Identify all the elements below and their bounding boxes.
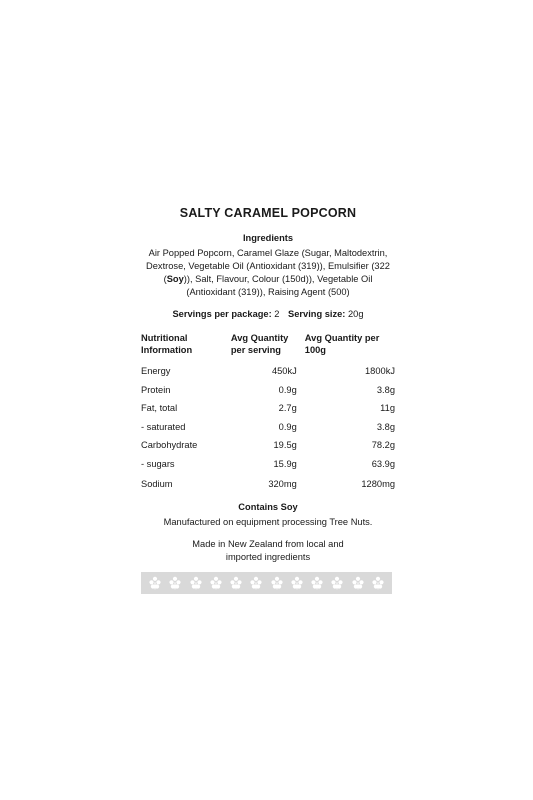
fern-flower-icon	[148, 576, 162, 590]
per-100g-value: 78.2g	[371, 440, 395, 451]
serving-size-label: Serving size:	[288, 309, 346, 320]
nutrient-name: - sugars	[141, 458, 175, 469]
nutrition-label	[141, 205, 395, 564]
servings-per-package-label: Servings per package:	[172, 309, 272, 320]
manufactured-statement: Manufactured on equipment processing Tree Nuts.	[163, 517, 373, 528]
fern-flower-icon	[189, 576, 203, 590]
fern-flower-icon	[310, 576, 324, 590]
product-title: SALTY CARAMEL POPCORN	[179, 206, 357, 220]
table-row	[141, 455, 395, 474]
servings-line	[141, 308, 395, 321]
nutrient-name: Fat, total	[141, 403, 178, 414]
fern-flower-icon	[330, 576, 344, 590]
header-per-serving: Avg Quantity per serving	[230, 333, 289, 356]
per-serving-value: 2.7g	[278, 403, 297, 414]
per-serving-value: 0.9g	[278, 421, 297, 432]
per-serving-value: 19.5g	[273, 440, 297, 451]
table-row	[141, 362, 395, 381]
table-row	[141, 473, 395, 495]
per-100g-value: 3.8g	[376, 384, 395, 395]
per-serving-value: 15.9g	[273, 458, 297, 469]
nutrition-header-row	[141, 332, 395, 362]
per-100g-value: 63.9g	[371, 458, 395, 469]
allergen-highlight: Soy	[166, 273, 184, 284]
ingredients-text-part1: Air Popped Popcorn, Caramel Glaze (Sugar, Maltodextrin, Dextrose, Vegetable Oil (Antioxidant (319)), Emulsifier (322 (	[146, 248, 390, 284]
fern-flower-icon	[371, 576, 385, 590]
fern-flower-icon	[351, 576, 365, 590]
table-row	[141, 381, 395, 400]
table-row	[141, 399, 395, 418]
fern-flower-icon	[249, 576, 263, 590]
nutrient-name: Energy	[141, 366, 171, 377]
ingredients-text-part2: )), Salt, Flavour, Colour (150d)), Vegetable Oil (Antioxidant (319)), Raising Agent (500)	[183, 273, 373, 297]
fern-flower-icon	[290, 576, 304, 590]
per-serving-value: 0.9g	[278, 384, 297, 395]
per-100g-value: 1800kJ	[365, 366, 395, 377]
per-100g-value: 1280mg	[361, 478, 395, 489]
fern-flower-icon	[229, 576, 243, 590]
per-serving-value: 450kJ	[271, 366, 297, 377]
per-serving-value: 320mg	[268, 478, 297, 489]
header-nutritional-information: Nutritional Information	[141, 333, 193, 356]
per-100g-value: 11g	[380, 403, 395, 414]
nutrient-name: - saturated	[141, 421, 186, 432]
origin-statement: Made in New Zealand from local and imported ingredients	[192, 539, 344, 562]
header-per-100g: Avg Quantity per 100g	[304, 333, 380, 356]
contains-statement: Contains Soy	[238, 502, 298, 513]
ingredients-text	[141, 247, 395, 298]
fern-flower-icon	[209, 576, 223, 590]
nutrient-name: Sodium	[141, 478, 173, 489]
serving-size-value: 20g	[348, 309, 364, 320]
fern-flower-icon	[270, 576, 284, 590]
table-row	[141, 418, 395, 437]
nutrition-table	[141, 332, 395, 495]
table-row	[141, 436, 395, 455]
nutrient-name: Carbohydrate	[141, 440, 198, 451]
ingredients-heading: Ingredients	[242, 233, 294, 244]
servings-per-package-value: 2	[274, 309, 280, 320]
decorative-pattern-band	[141, 572, 392, 594]
fern-flower-icon	[168, 576, 182, 590]
nutrient-name: Protein	[141, 384, 171, 395]
per-100g-value: 3.8g	[376, 421, 395, 432]
